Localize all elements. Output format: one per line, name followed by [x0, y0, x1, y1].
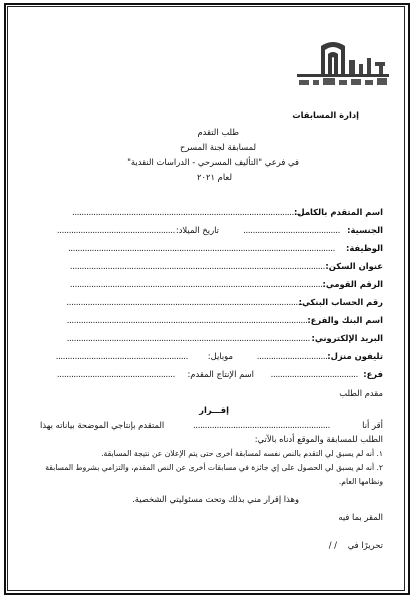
declaration-item-2a: ٢. أنه لم يسبق لي الحصول على إي جائزة في مسابقات أخرى عن النص المقدم، والتزامي بشروط المسابقة [45, 463, 383, 472]
declarant-signature-label: المقر بما فيه [338, 512, 383, 522]
field-work-title-input[interactable]: .................................................. [56, 369, 175, 379]
declaration-item-1: ١. أنه لم يسبق لي التقدم بالنص نفسه لمسابقة أخرى حتى يتم الإعلان عن نتيجة المسابقة. [101, 449, 383, 458]
declaration-intro-c: الطلب للمسابقة والموقع أدناه بالآتي: [254, 434, 383, 444]
field-nationality-label: الجنسية: [347, 225, 383, 235]
field-mobile-label: موبايل: [207, 351, 233, 361]
form-title: طلب التقدم [197, 127, 239, 137]
field-bank-account-label: رقم الحساب البنكي: [298, 297, 383, 307]
declaration-intro-b: المتقدم بإنتاجي الموضحة بياناته بهذا [40, 420, 165, 430]
declaration-closing: وهذا إقرار مني بذلك وتحت مسئوليتي الشخصية. [132, 494, 299, 504]
date-label: تحريرًا في [347, 540, 383, 550]
competition-name: لمسابقة لجنة المسرح [180, 142, 256, 152]
field-branch-input[interactable]: ..................................... [270, 369, 358, 379]
declarant-name-input[interactable]: .......................................................... [192, 420, 330, 430]
field-national-id-label: الرقم القومي: [322, 279, 383, 289]
year-line: لعام ٢٠٢١ [197, 172, 232, 182]
field-email-label: البريد الإلكتروني: [311, 333, 383, 343]
field-birthdate-label: تاريخ الميلاد: [175, 225, 219, 235]
branches-line: في فرعي "التأليف المسرحي - الدراسات النقدية" [127, 157, 299, 167]
field-address-label: عنوان السكن: [325, 261, 383, 271]
field-nationality-input[interactable]: ......................................... [243, 225, 340, 235]
field-job-label: الوظيفة: [345, 243, 383, 253]
field-full-name-input[interactable]: ......................................................................................................... [71, 207, 320, 217]
declaration-heading: إقـــرار [199, 405, 229, 415]
field-full-name-label: اسم المتقدم بالكامل: [293, 207, 383, 217]
field-home-phone-input[interactable]: ............................... [256, 351, 330, 361]
field-national-id-input[interactable]: ............................................................................................................ [69, 279, 325, 289]
field-address-input[interactable]: ............................................................................................................ [69, 261, 325, 271]
field-email-input[interactable]: ....................................................................................................... [66, 333, 310, 343]
field-bank-name-input[interactable]: ....................................................................................................... [66, 315, 310, 325]
applicant-signature-label: مقدم الطلب [339, 388, 383, 398]
declaration-item-2b: ونظامها العام. [338, 477, 383, 486]
field-work-title-label: اسم الإنتاج المقدم: [187, 369, 254, 379]
council-logo [293, 40, 393, 88]
org-name: إدارة المسابقات [292, 110, 359, 120]
field-job-input[interactable]: ................................................................................................................. [68, 243, 335, 253]
field-birthdate-input[interactable]: .................................................. [56, 225, 175, 235]
date-input[interactable]: / / [328, 540, 337, 550]
declaration-intro-a: أقر أنا [362, 420, 383, 430]
field-bank-name-label: اسم البنك والفرع: [307, 315, 383, 325]
field-branch-label: فرع: [363, 369, 383, 379]
field-home-phone-label: تليفون منزل: [327, 351, 383, 361]
field-bank-account-input[interactable]: ..................................................................................................... [66, 297, 305, 307]
field-mobile-input[interactable]: ........................................................ [55, 351, 188, 361]
